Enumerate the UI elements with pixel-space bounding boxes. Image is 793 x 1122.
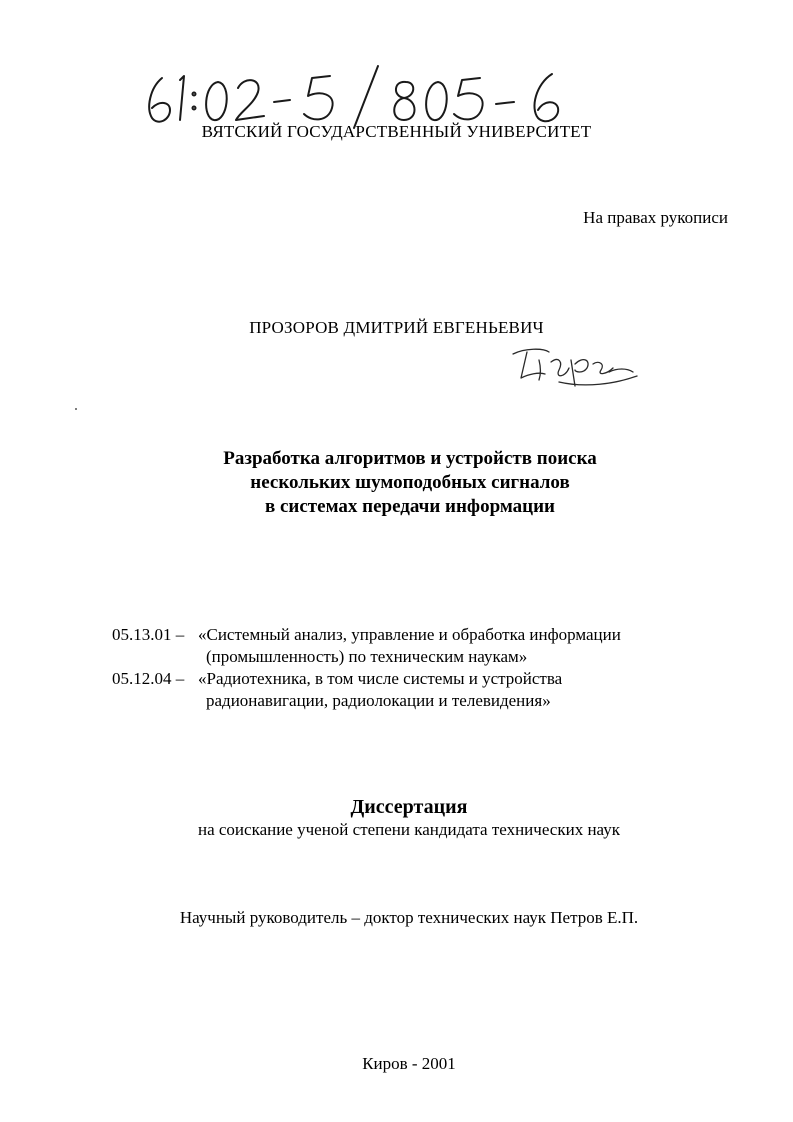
specialty-line: радионавигации, радиолокации и телевидения» (206, 691, 551, 710)
specialty-description (198, 668, 562, 712)
handwritten-number-drawing (140, 60, 580, 130)
title-line-1: Разработка алгоритмов и устройств поиска (223, 448, 597, 469)
signature-drawing (505, 338, 645, 393)
specialty-line: «Системный анализ, управление и обработка информации (198, 625, 621, 644)
specialty-item (112, 668, 621, 712)
author-name: ПРОЗОРОВ ДМИТРИЙ ЕВГЕНЬЕВИЧ (249, 318, 544, 337)
specialty-line: «Радиотехника, в том числе системы и устройства (198, 669, 563, 688)
specialty-code: 05.12.04 – (112, 669, 185, 688)
rights-note: На правах рукописи (583, 208, 728, 227)
author-signature (505, 338, 645, 393)
supervisor-line: Научный руководитель – доктор технических наук Петров Е.П. (179, 908, 639, 927)
title-line-3: в системах передачи информации (264, 496, 556, 517)
specialty-description (198, 624, 621, 668)
specialty-item (112, 624, 621, 668)
city-year: Киров - 2001 (362, 1054, 456, 1073)
degree-line: на соискание ученой степени кандидата технических наук (197, 820, 620, 839)
work-type-title: Диссертация (350, 796, 468, 818)
handwritten-archive-number (140, 60, 580, 130)
specialty-line: (промышленность) по техническим наукам» (206, 647, 528, 666)
university-name: ВЯТСКИЙ ГОСУДАРСТВЕННЫЙ УНИВЕРСИТЕТ (201, 122, 592, 141)
specialty-code: 05.13.01 – (112, 625, 185, 644)
dissertation-title (0, 447, 793, 519)
scan-speck (75, 408, 77, 410)
title-line-2: нескольких шумоподобных сигналов (250, 472, 570, 493)
specialties-list (112, 624, 621, 712)
